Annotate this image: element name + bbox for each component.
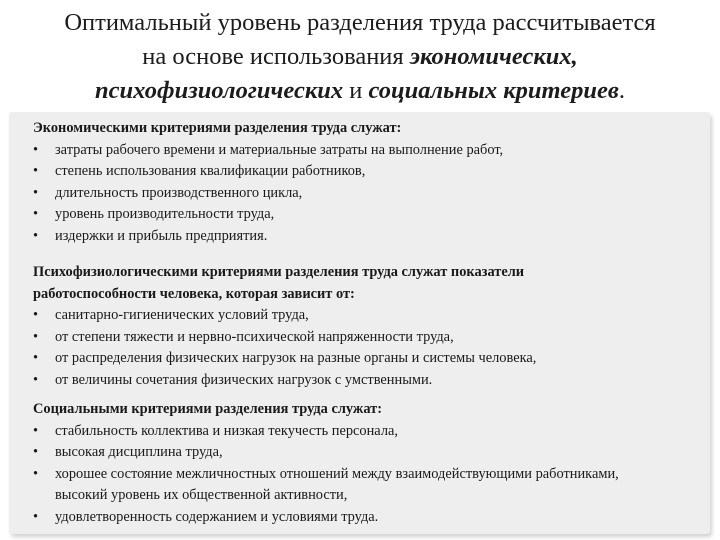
slide-title (0, 6, 720, 108)
criteria-list (33, 421, 673, 529)
section-economic-criteria (33, 118, 673, 247)
list-item: • от степени тяжести и нервно-психической напряженности труда, (33, 327, 673, 349)
bullet-icon: • (33, 328, 39, 345)
bullet-icon: • (33, 422, 39, 439)
list-item: • длительность производственного цикла, (33, 183, 673, 205)
section-psychophysiological-criteria (33, 262, 673, 391)
bullet-icon: • (33, 141, 39, 158)
list-item: • высокая дисциплина труда, (33, 442, 673, 464)
list-item: • издержки и прибыль предприятия. (33, 226, 673, 248)
list-item: • уровень производительности труда, (33, 204, 673, 226)
section-heading: Экономическими критериями разделения труда служат: (33, 120, 402, 136)
list-item: • стабильность коллектива и низкая текучесть персонала, (33, 421, 673, 443)
bullet-icon: • (33, 307, 39, 323)
list-item: • от величины сочетания физических нагрузок с умственными. (33, 370, 673, 392)
bullet-icon: • (33, 350, 39, 366)
title-emphasis-psycho: психофизиологических (95, 77, 344, 104)
list-item: • от распределения физических нагрузок на разные органы и системы человека, (33, 348, 673, 370)
list-item: • затраты рабочего времени и материальные затраты на выполнение работ, (33, 140, 673, 162)
bullet-icon: • (33, 206, 39, 222)
criteria-list (33, 140, 673, 248)
title-line-2: на основе использования экономических, (142, 43, 578, 70)
bullet-icon: • (33, 227, 39, 244)
title-emphasis-economic: экономических, (409, 43, 578, 70)
list-item: • удовлетворенность содержанием и условиями труда. (33, 507, 673, 529)
title-line-3: психофизиологических и социальных критериев. (95, 77, 625, 104)
bullet-icon: • (33, 371, 39, 388)
bullet-icon: • (33, 444, 39, 460)
section-heading: Психофизиологическими критериями разделения труда служат показатели работоспособности человека, которая зависит от: (33, 264, 525, 302)
bullet-icon: • (33, 465, 39, 482)
criteria-list (33, 305, 673, 391)
list-item: • степень использования квалификации работников, (33, 161, 673, 183)
title-emphasis-social: социальных критериев (368, 77, 619, 104)
section-social-criteria (33, 399, 673, 528)
bullet-icon: • (33, 163, 39, 179)
bullet-icon: • (33, 508, 39, 525)
list-item: • санитарно-гигиенических условий труда, (33, 305, 673, 327)
section-heading: Социальными критериями разделения труда служат: (33, 401, 383, 417)
title-line-1: Оптимальный уровень разделения труда рассчитывается (64, 9, 656, 36)
list-item: • хорошее состояние межличностных отношений между взаимодействующими работниками, высокий уровень их общественной активности, (33, 465, 619, 503)
bullet-icon: • (33, 184, 39, 201)
